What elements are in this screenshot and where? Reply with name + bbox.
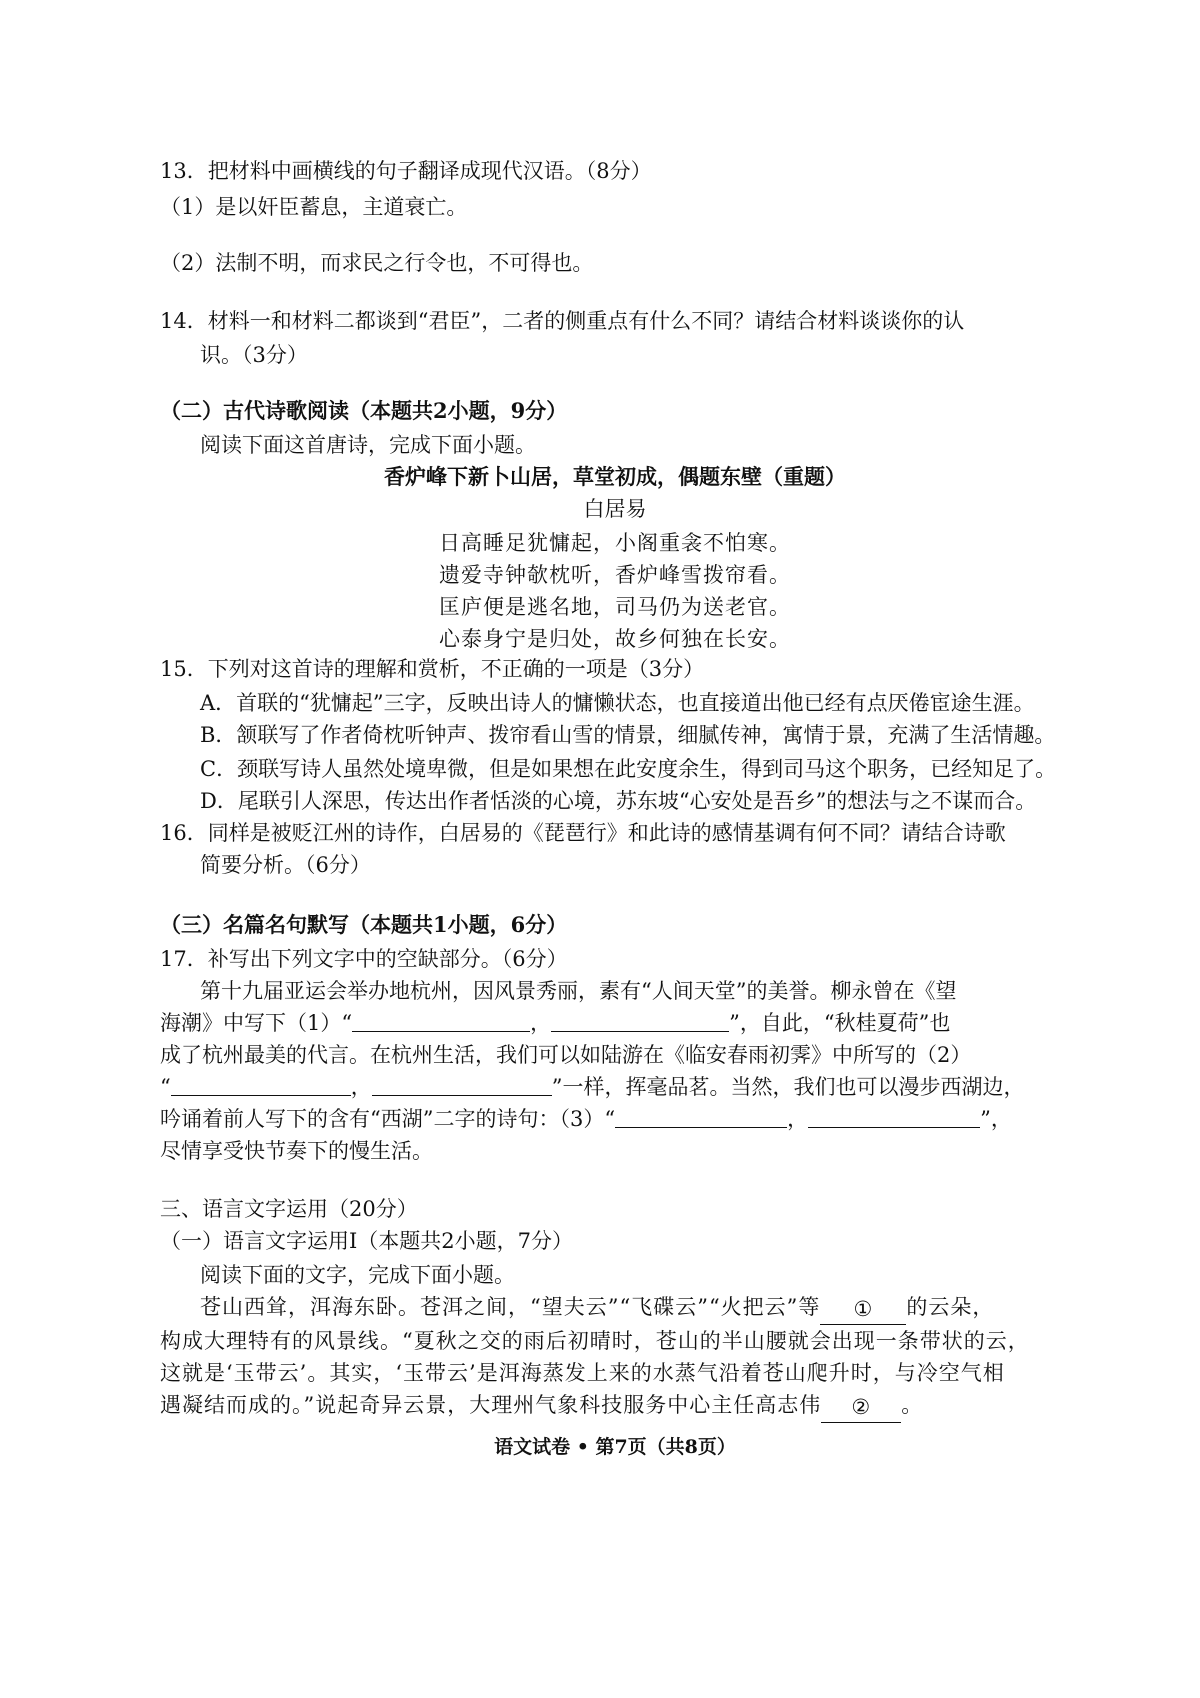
fill-blank-2a[interactable] [171, 1073, 351, 1096]
part3-paragraph-line-2: 构成大理特有的风景线。“夏秋之交的雨后初晴时，苍山的半山腰就会出现一条带状的云， [160, 1329, 1030, 1353]
q15-option-c: C．颈联写诗人虽然处境卑微，但是如果想在此安度余生，得到司马这个职务，已经知足了。 [200, 757, 1057, 781]
q17-paragraph-line-5 [160, 1104, 1012, 1134]
text-segment: ”，自此，“秋桂夏荷”也 [729, 1011, 951, 1035]
poetry-section-title: （二）古代诗歌阅读（本题共2小题，9分） [160, 398, 568, 423]
q15-option-d: D．尾联引人深思，传达出作者恬淡的心境，苏东坡“心安处是吾乡”的想法与之不谋而合。 [200, 789, 1037, 813]
q13-sentence-1: （1）是以奸臣蓄息，主道衰亡。 [160, 195, 468, 219]
part3-title: 三、语言文字运用（20分） [160, 1197, 418, 1221]
q16-line-1: 16．同样是被贬江州的诗作，白居易的《琵琶行》和此诗的感情基调有何不同？请结合诗歌 [160, 821, 1006, 845]
q14-line-1: 14．材料一和材料二都谈到“君臣”，二者的侧重点有什么不同？请结合材料谈谈你的认 [160, 309, 965, 333]
recite-section-title: （三）名篇名句默写（本题共1小题，6分） [160, 912, 568, 937]
q14-line-2: 识。（3分） [200, 343, 308, 367]
q17-stem: 17．补写出下列文字中的空缺部分。（6分） [160, 947, 568, 971]
q17-paragraph-line-2 [160, 1008, 950, 1038]
text-segment: “ [160, 1075, 171, 1099]
q15-option-b: B．颔联写了作者倚枕听钟声、拨帘看山雪的情景，细腻传神，寓情于景，充满了生活情趣。 [200, 723, 1056, 747]
q17-paragraph-line-4 [160, 1072, 1024, 1102]
q15-stem: 15．下列对这首诗的理解和赏析，不正确的一项是（3分） [160, 657, 705, 681]
text-segment: ”， [980, 1107, 1012, 1131]
text-segment: 遇凝结而成的。”说起奇异云景，大理州气象科技服务中心主任高志伟 [160, 1393, 822, 1417]
part3-paragraph-line-1 [200, 1292, 994, 1325]
text-segment: 的云朵， [906, 1295, 995, 1319]
text-segment: 吟诵着前人写下的含有“西湖”二字的诗句：（3）“ [160, 1107, 616, 1131]
part3-subsection-title [160, 1226, 573, 1256]
part3-paragraph-line-4 [160, 1390, 923, 1423]
poem-line-2: 遗爱寺钟欹枕听，香炉峰雪拨帘看。 [439, 563, 791, 587]
text-segment: 。 [901, 1393, 924, 1417]
fill-blank-3a[interactable] [615, 1105, 787, 1128]
part3-instruction: 阅读下面的文字，完成下面小题。 [200, 1263, 515, 1287]
text-segment: ”一样，挥毫品茗。当然，我们也可以漫步西湖边， [551, 1075, 1025, 1099]
fill-blank-2b[interactable] [372, 1073, 552, 1096]
fill-blank-circled-1[interactable]: ① [820, 1294, 906, 1325]
part3-paragraph-line-3: 这就是‘玉带云’。其实，‘玉带云’是洱海蒸发上来的水蒸气沿着苍山爬升时，与冷空气相 [160, 1361, 1005, 1385]
fill-blank-circled-2[interactable]: ② [821, 1392, 901, 1423]
poem-line-3: 匡庐便是逃名地，司马仍为送老官。 [439, 595, 791, 619]
poem-line-1: 日高睡足犹慵起，小阁重衾不怕寒。 [439, 531, 791, 555]
fill-blank-1b[interactable] [551, 1009, 729, 1032]
subsection-label: （一）语言文字运用Ⅰ（本题共2小题，7分） [160, 1229, 574, 1253]
q15-option-a: A．首联的“犹慵起”三字，反映出诗人的慵懒状态，也直接道出他已经有点厌倦宦途生涯。 [200, 691, 1035, 715]
poem-line-4: 心泰身宁是归处，故乡何独在长安。 [439, 627, 791, 651]
text-segment: ， [350, 1075, 372, 1099]
text-segment: 苍山西耸，洱海东卧。苍洱之间，“望夫云”“飞碟云”“火把云”等 [200, 1295, 821, 1319]
q13-sentence-2: （2）法制不明，而求民之行令也，不可得也。 [160, 251, 594, 275]
poem-author: 白居易 [583, 497, 647, 521]
text-segment: 海潮》中写下（1）“ [160, 1011, 353, 1035]
fill-blank-1a[interactable] [352, 1009, 530, 1032]
poetry-instruction: 阅读下面这首唐诗，完成下面小题。 [200, 433, 536, 457]
fill-blank-3b[interactable] [808, 1105, 980, 1128]
poem-title: 香炉峰下新卜山居，草堂初成，偶题东壁（重题） [384, 464, 846, 489]
q17-paragraph-line-3: 成了杭州最美的代言。在杭州生活，我们可以如陆游在《临安春雨初霁》中所写的（2） [160, 1043, 972, 1067]
text-segment: ， [787, 1107, 809, 1131]
q17-paragraph-line-1: 第十九届亚运会举办地杭州，因风景秀丽，素有“人间天堂”的美誉。柳永曾在《望 [200, 979, 957, 1003]
text-segment: ， [530, 1011, 552, 1035]
q13-title: 13．把材料中画横线的句子翻译成现代汉语。（8分） [160, 159, 652, 183]
q17-paragraph-line-6: 尽情享受快节奏下的慢生活。 [160, 1139, 433, 1163]
page-footer: 语文试卷 • 第7页（共8页） [494, 1436, 736, 1458]
q16-line-2: 简要分析。（6分） [200, 853, 371, 877]
